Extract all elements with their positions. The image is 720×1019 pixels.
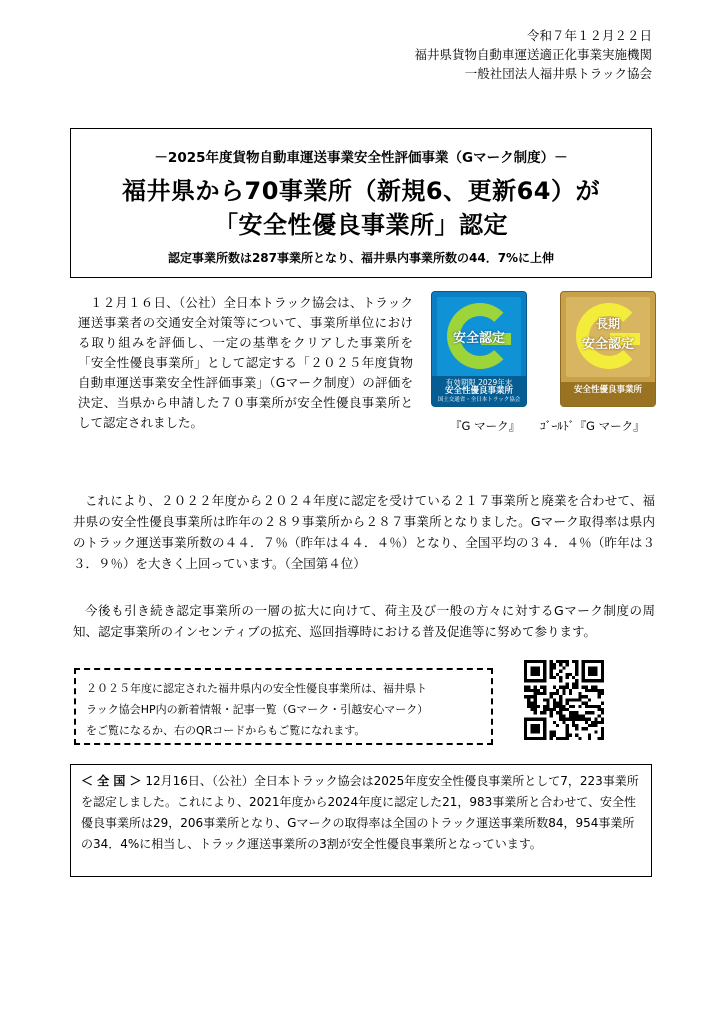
notice-line-2: ラック協会HP内の新着情報・記事一覧（Gマーク・引越安心マーク） bbox=[86, 703, 429, 716]
g-mark-badge bbox=[431, 291, 527, 407]
title-note: 認定事業所数は287事業所となり、福井県内事業所数の44．7%に上伸 bbox=[167, 251, 555, 265]
g-mark-issuer: 国土交通省・全日本トラック協会 bbox=[437, 397, 521, 403]
results-paragraph: これにより、２０２２年度から２０２４年度に認定を受けている２１７事業所と廃業を合わせて、福井県の安全性優良事業所は昨年の２８９事業所から２８７事業所となりました。Gマーク取得率は県内のトラック運送事業所数の４４．７％（昨年は４４．４％）となり、全国平均の３４．４％（昨年は３３．９％）を大きく上回っています。（全国第４位） bbox=[73, 493, 655, 571]
g-mark-logo bbox=[437, 297, 521, 377]
issuer-org-2: 一般社団法人福井県トラック協会 bbox=[464, 66, 652, 81]
main-title-line-1: 福井県から70事業所（新規6、更新64）が bbox=[122, 177, 600, 205]
gold-g-mark-label: 安全認定 bbox=[581, 337, 634, 352]
g-mark-label: 安全認定 bbox=[452, 331, 505, 346]
issue-date: 令和７年１２月２２日 bbox=[526, 28, 652, 43]
document-header bbox=[414, 26, 652, 83]
national-summary-box bbox=[70, 764, 652, 877]
notice-box bbox=[74, 668, 493, 745]
intro-paragraph: １２月１６日、（公社）全日本トラック協会は、トラック運送事業者の交通安全対策等について、事業所単位における取り組みを評価し、一定の基準をクリアした事業所を「安全性優良事業所」として認定する「２０２５年度貨物自動車運送事業安全性評価事業」（Gマーク制度）の評価を決定、当県から申請した７０事業所が安全性優良事業所として認定されました。 bbox=[78, 295, 413, 430]
subtitle: －2025年度貨物自動車運送事業安全性評価事業（Gマーク制度）－ bbox=[154, 150, 568, 166]
notice-line-1: ２０２５年度に認定された福井県内の安全性優良事業所は、福井県ト bbox=[86, 682, 427, 695]
gold-g-mark-foot-title: 安全性優良事業所 bbox=[573, 385, 642, 395]
qr-code[interactable] bbox=[524, 660, 604, 740]
gold-g-mark-label-top: 長期 bbox=[595, 317, 620, 331]
g-mark-foot-title: 安全性優良事業所 bbox=[444, 386, 513, 396]
outlook-paragraph: 今後も引き続き認定事業所の一層の拡大に向けて、荷主及び一般の方々に対するGマーク制度の周知、認定事業所のインセンティブの拡充、巡回指導時における普及促進等に努めて参ります。 bbox=[73, 603, 655, 639]
national-text: 12月16日、（公社）全日本トラック協会は2025年度安全性優良事業所として7，223事業所を認定しました。これにより、2021年度から2024年度に認定した21，983事業所と合わせて、安全性優良事業所は29，206事業所となり、Gマークの取得率は全国のトラック運送事業所数84，954事業所の34．4%に相当し、トラック運送事業所の3割が安全性優良事業所となっています。 bbox=[81, 774, 639, 851]
gold-g-mark-logo bbox=[566, 297, 650, 377]
main-title-line-2: 「安全性優良事業所」認定 bbox=[214, 211, 508, 239]
issuer-org-1: 福井県貨物自動車運送適正化事業実施機関 bbox=[414, 47, 652, 62]
title-box bbox=[70, 128, 652, 278]
gold-g-mark-caption: ｺﾞｰﾙﾄﾞ『G マーク』 bbox=[540, 419, 645, 433]
g-mark-caption: 『G マーク』 bbox=[450, 419, 521, 433]
national-tag: ＜ 全 国 ＞ bbox=[81, 774, 142, 788]
gold-g-mark-badge bbox=[560, 291, 656, 407]
notice-line-3: をご覧になるか、右のQRコードからもご覧になれます。 bbox=[86, 724, 366, 737]
g-mark-expiry: 有効期限 2029年末 bbox=[445, 378, 513, 387]
